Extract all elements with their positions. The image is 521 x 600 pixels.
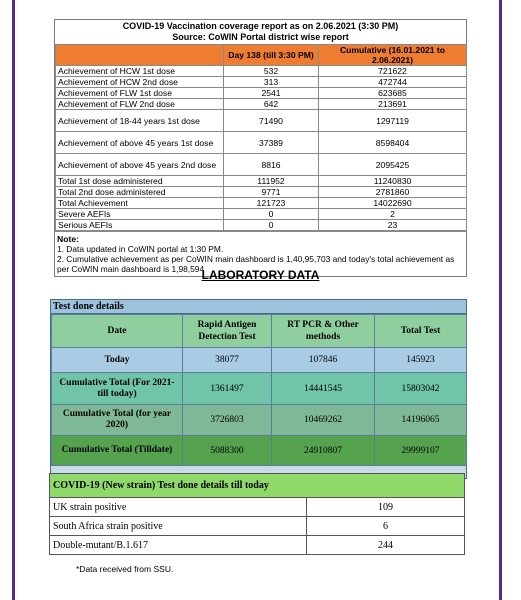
row-label: Achievement of FLW 2nd dose xyxy=(56,99,224,110)
lab-subtitle: Test done details xyxy=(51,300,466,314)
page-border-left xyxy=(12,0,15,600)
lab-row-total: 145923 xyxy=(375,348,467,373)
row-cumulative: 2781860 xyxy=(319,187,467,198)
row-cumulative: 472744 xyxy=(319,77,467,88)
lab-test-table xyxy=(51,314,467,466)
row-cumulative: 623685 xyxy=(319,88,467,99)
row-cumulative: 11240830 xyxy=(319,176,467,187)
row-label: Severe AEFIs xyxy=(56,209,224,220)
row-label: Total 1st dose administered xyxy=(56,176,224,187)
row-day: 532 xyxy=(224,66,319,77)
lab-col-total: Total Test xyxy=(375,315,467,348)
strain-row-value: 6 xyxy=(307,517,465,536)
row-label: Achievement of above 45 years 1st dose xyxy=(56,132,224,154)
vaccination-row xyxy=(56,154,467,176)
row-cumulative: 2 xyxy=(319,209,467,220)
lab-col-rat: Rapid Antigen Detection Test xyxy=(183,315,272,348)
row-label: Achievement of HCW 1st dose xyxy=(56,66,224,77)
vaccination-header-row xyxy=(56,45,467,66)
strain-row-label: UK strain positive xyxy=(50,498,307,517)
lab-col-date: Date xyxy=(52,315,183,348)
strain-row-value: 244 xyxy=(307,536,465,555)
note-line: 1. Data updated in CoWIN portal at 1:30 PM. xyxy=(57,244,224,254)
vaccination-title: COVID-19 Vaccination coverage report as on 2.06.2021 (3:30 PM) xyxy=(122,21,399,31)
row-day: 121723 xyxy=(224,198,319,209)
vaccination-header xyxy=(55,20,466,44)
new-strain-table xyxy=(49,473,465,555)
row-day: 71490 xyxy=(224,110,319,132)
lab-row-total: 14196065 xyxy=(375,405,467,436)
vaccination-table xyxy=(55,44,467,231)
row-label: Achievement of FLW 1st dose xyxy=(56,88,224,99)
row-label: Achievement of above 45 years 2nd dose xyxy=(56,154,224,176)
row-cumulative: 8598404 xyxy=(319,132,467,154)
row-day: 0 xyxy=(224,220,319,231)
row-day: 37389 xyxy=(224,132,319,154)
row-day: 8816 xyxy=(224,154,319,176)
strain-row xyxy=(50,536,465,555)
vaccination-report xyxy=(54,19,467,277)
row-day: 0 xyxy=(224,209,319,220)
row-day: 9771 xyxy=(224,187,319,198)
lab-header-row xyxy=(52,315,467,348)
vaccination-col-label xyxy=(56,45,224,66)
row-label: Total Achievement xyxy=(56,198,224,209)
strain-row-value: 109 xyxy=(307,498,465,517)
lab-col-rtpcr: RT PCR & Other methods xyxy=(272,315,375,348)
row-day: 2541 xyxy=(224,88,319,99)
vaccination-row xyxy=(56,88,467,99)
strain-row xyxy=(50,498,465,517)
row-label: Achievement of 18-44 years 1st dose xyxy=(56,110,224,132)
note-title: Note: xyxy=(57,234,79,244)
vaccination-row xyxy=(56,66,467,77)
row-cumulative: 23 xyxy=(319,220,467,231)
strain-title: COVID-19 (New strain) Test done details till today xyxy=(50,474,465,498)
row-day: 313 xyxy=(224,77,319,88)
page-border-right xyxy=(499,0,502,600)
lab-row-total: 15803042 xyxy=(375,373,467,405)
vaccination-row xyxy=(56,198,467,209)
lab-row-label: Cumulative Total (Tilldate) xyxy=(52,436,183,466)
row-label: Achievement of HCW 2nd dose xyxy=(56,77,224,88)
lab-row xyxy=(52,373,467,405)
lab-row-rtpcr: 14441545 xyxy=(272,373,375,405)
ssu-footnote: *Data received from SSU. xyxy=(76,564,174,574)
lab-row-label: Cumulative Total (For 2021- till today) xyxy=(52,373,183,405)
row-cumulative: 213691 xyxy=(319,99,467,110)
row-label: Serious AEFIs xyxy=(56,220,224,231)
lab-row-rat: 5088300 xyxy=(183,436,272,466)
note-line: 2. Cumulative achievement as per CoWIN main dashboard is 1,40,95,703 and today's total achievement as per CoWIN main dashboard is 1,98,594 xyxy=(57,254,455,274)
vaccination-col-day: Day 138 (till 3:30 PM) xyxy=(224,45,319,66)
lab-row xyxy=(52,436,467,466)
lab-row-rat: 3726803 xyxy=(183,405,272,436)
row-cumulative: 2095425 xyxy=(319,154,467,176)
strain-row xyxy=(50,517,465,536)
vaccination-row xyxy=(56,77,467,88)
laboratory-data-title: LABORATORY DATA xyxy=(201,268,320,282)
vaccination-source: Source: CoWIN Portal district wise report xyxy=(172,32,349,42)
lab-row-label: Cumulative Total (for year 2020) xyxy=(52,405,183,436)
lab-row-rtpcr: 10469262 xyxy=(272,405,375,436)
vaccination-row xyxy=(56,187,467,198)
vaccination-row xyxy=(56,110,467,132)
vaccination-row xyxy=(56,99,467,110)
lab-row-total: 29999107 xyxy=(375,436,467,466)
vaccination-col-cumulative: Cumulative (16.01.2021 to 2.06.2021) xyxy=(319,45,467,66)
lab-row xyxy=(52,348,467,373)
lab-row-rtpcr: 107846 xyxy=(272,348,375,373)
row-cumulative: 1297119 xyxy=(319,110,467,132)
vaccination-row xyxy=(56,209,467,220)
vaccination-row xyxy=(56,220,467,231)
strain-row-label: Double-mutant/B.1.617 xyxy=(50,536,307,555)
row-day: 111952 xyxy=(224,176,319,187)
lab-test-panel xyxy=(50,299,467,479)
lab-row-rat: 38077 xyxy=(183,348,272,373)
lab-row xyxy=(52,405,467,436)
row-day: 642 xyxy=(224,99,319,110)
row-cumulative: 14022690 xyxy=(319,198,467,209)
strain-header-row xyxy=(50,474,465,498)
strain-row-label: South Africa strain positive xyxy=(50,517,307,536)
vaccination-row xyxy=(56,132,467,154)
lab-row-label: Today xyxy=(52,348,183,373)
row-label: Total 2nd dose administered xyxy=(56,187,224,198)
lab-row-rat: 1361497 xyxy=(183,373,272,405)
lab-row-rtpcr: 24910807 xyxy=(272,436,375,466)
vaccination-row xyxy=(56,176,467,187)
row-cumulative: 721622 xyxy=(319,66,467,77)
